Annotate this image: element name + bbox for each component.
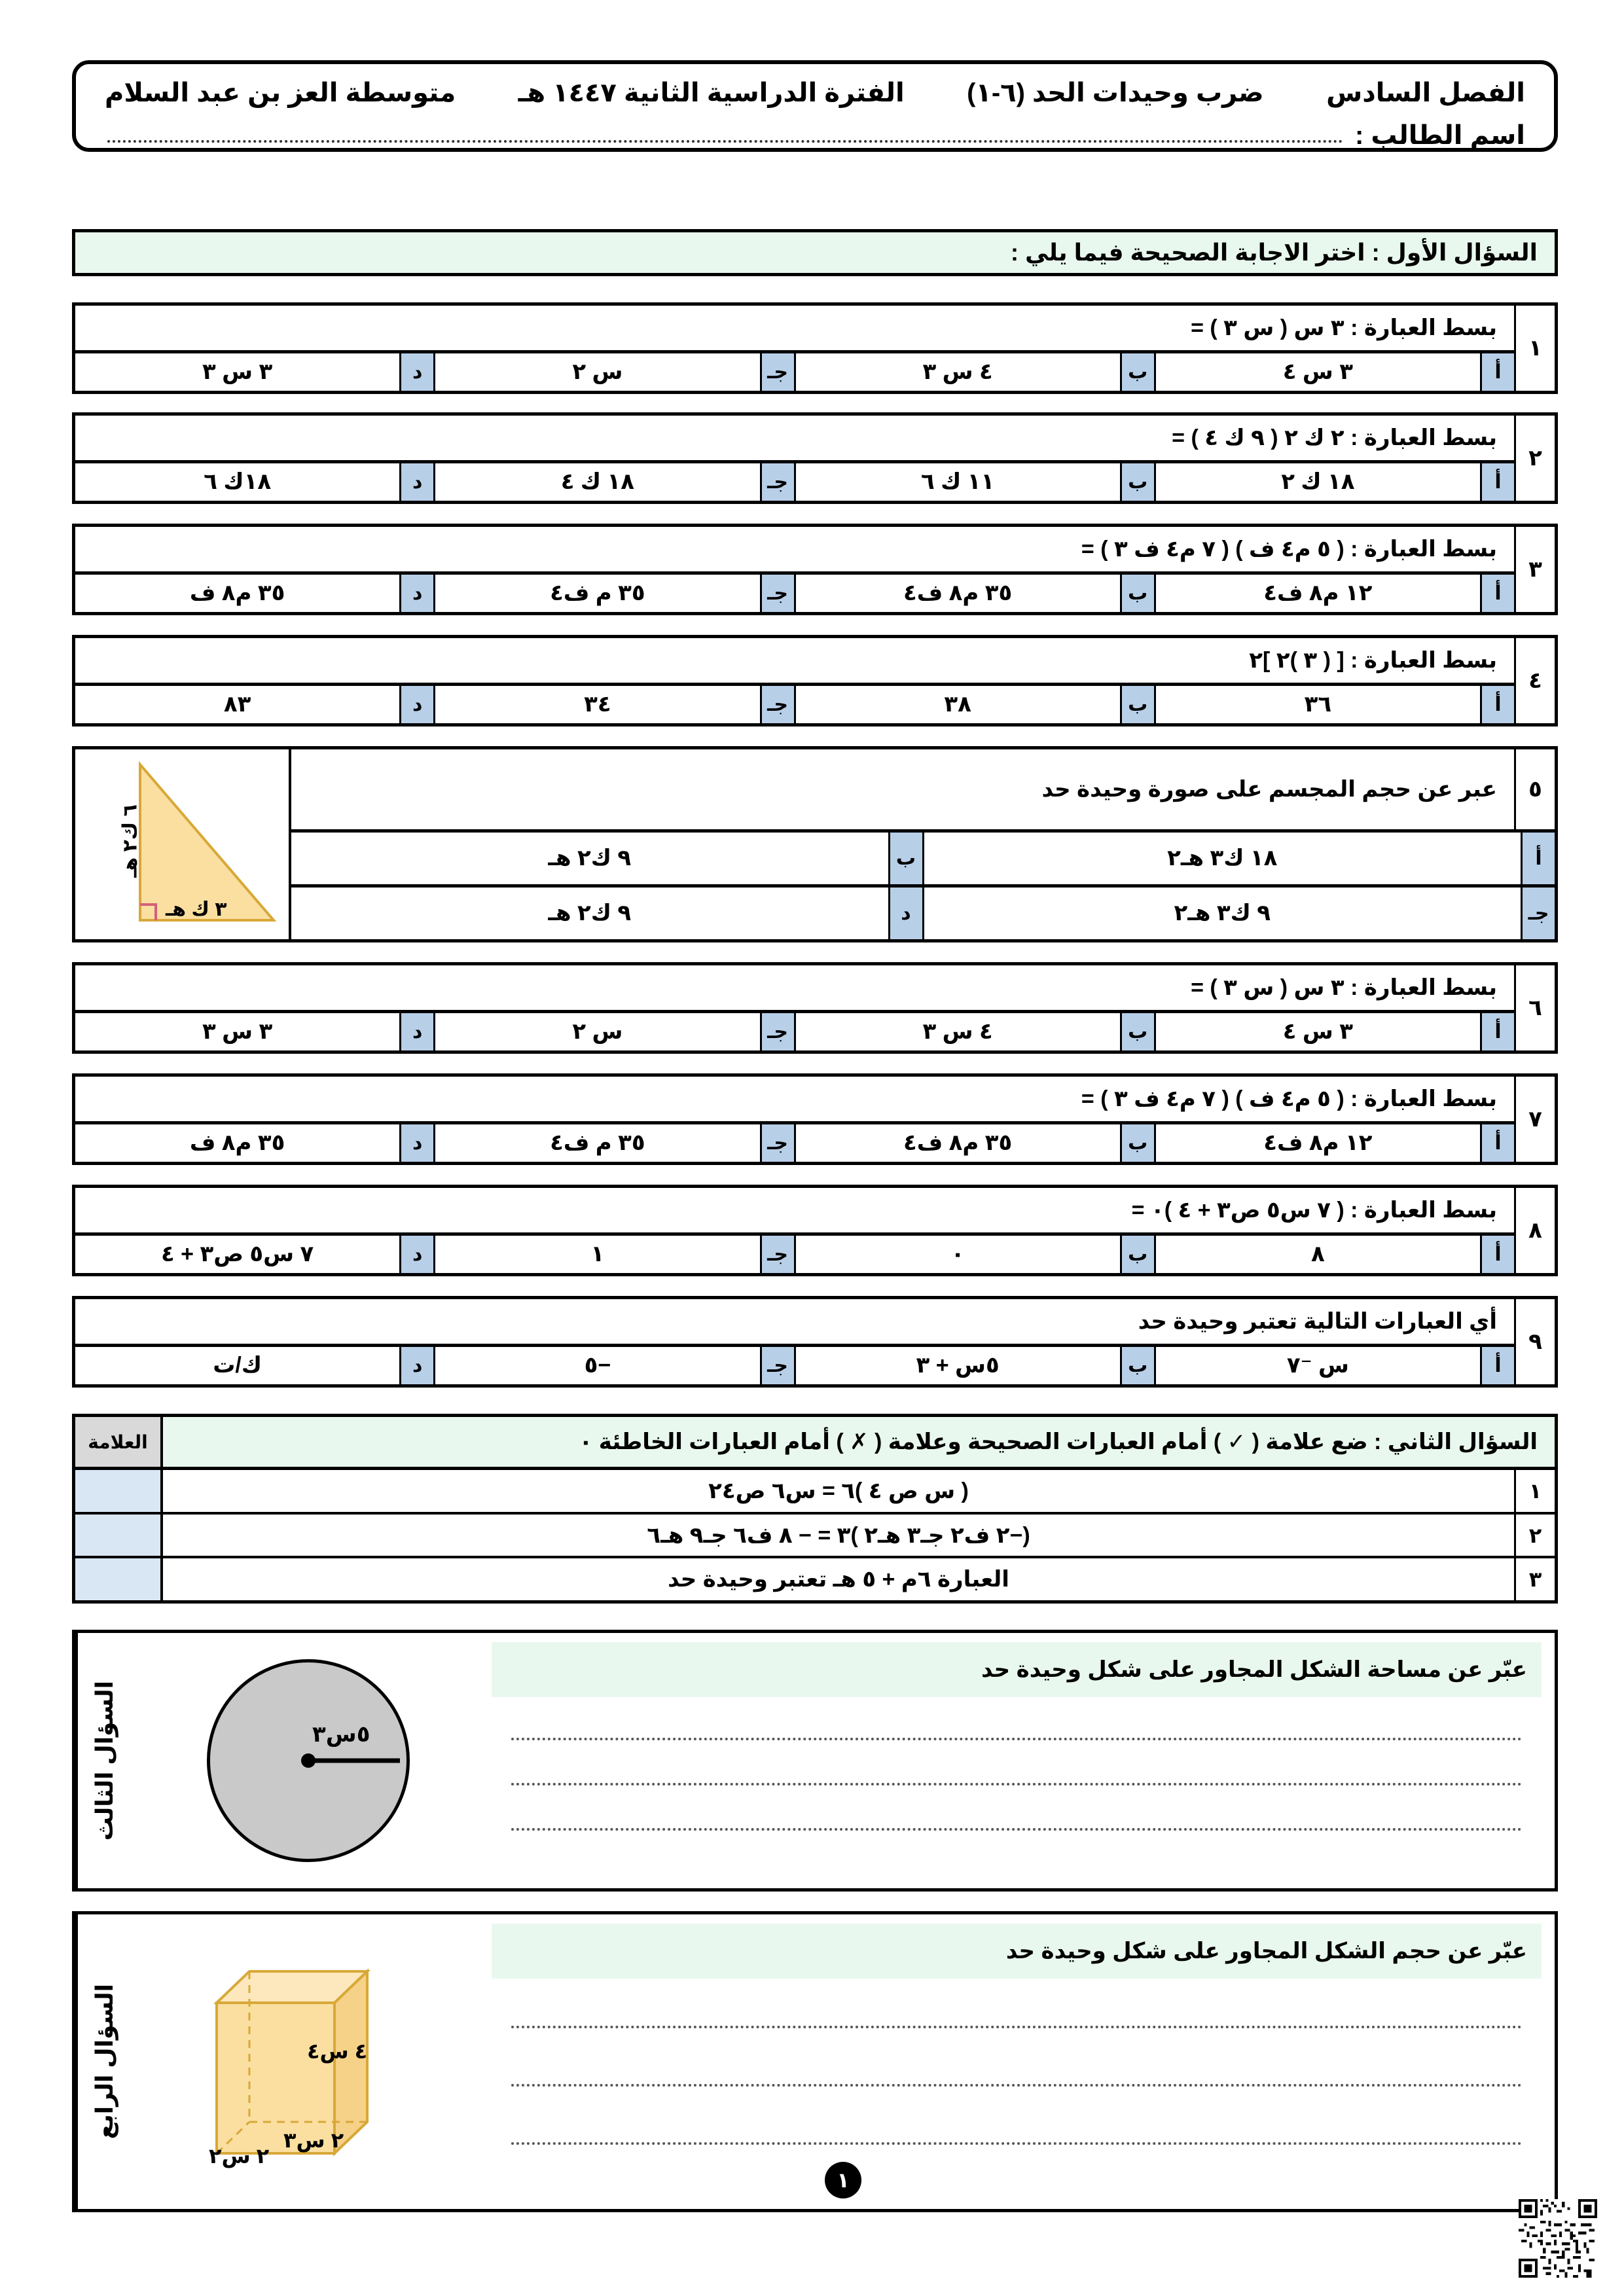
header-term: الفترة الدراسية الثانية ١٤٤٧ هـ	[518, 79, 905, 107]
center-dot	[301, 1753, 316, 1768]
option-key-c: جـ	[760, 686, 794, 723]
option-value-b[interactable]: ٩ ك٢ هـ	[548, 846, 632, 871]
option-key-c: جـ	[760, 353, 794, 391]
row-mark-cell[interactable]	[75, 1515, 160, 1556]
question-4	[72, 635, 1558, 726]
option-value-a[interactable]: ١٨ ك ٢	[1154, 463, 1480, 501]
question-7	[72, 1073, 1558, 1165]
section3-side-label	[75, 1633, 132, 1888]
prism-height-label: ٤ س٤	[307, 2039, 368, 2063]
circle-shape	[207, 1659, 410, 1862]
option-key-c: جـ	[760, 1013, 794, 1050]
question-number: ٧	[1514, 1077, 1555, 1162]
option-key-c: جـ	[760, 1236, 794, 1273]
answer-line[interactable]	[511, 2141, 1522, 2145]
section4-banner: عبّر عن حجم الشكل المجاور على شكل وحيدة حد	[492, 1924, 1542, 1979]
option-key-d: د	[399, 1013, 433, 1050]
question-3	[72, 524, 1558, 615]
radius-label: ٥س٣	[312, 1722, 370, 1747]
question-number: ٨	[1514, 1188, 1555, 1273]
qr-code-svg	[1519, 2199, 1597, 2278]
triangle-horizontal-label: ٣ ك هـ	[166, 899, 227, 920]
option-key-a: أ	[1480, 575, 1514, 612]
question-2	[72, 412, 1558, 504]
question-number: ١	[1514, 306, 1555, 391]
option-value-d[interactable]: ٩ ك٢ هـ	[548, 901, 632, 926]
option-value-b[interactable]: ٤ س ٣	[794, 1013, 1120, 1050]
question-5	[72, 746, 1558, 942]
option-value-b[interactable]: ٣٥ م٨ ف٤	[794, 1124, 1120, 1162]
option-key-c: جـ	[760, 1124, 794, 1162]
option-value-d[interactable]: ٣٥ م٨ ف	[189, 1130, 285, 1156]
section4-answer-area[interactable]	[492, 1979, 1542, 2196]
option-key-b: ب	[888, 833, 922, 884]
row-number: ٣	[1514, 1558, 1555, 1600]
option-key-c: جـ	[760, 463, 794, 501]
row-mark-cell[interactable]	[75, 1558, 160, 1600]
question-stem: بسط العبارة : ٢ ك ٢ ( ٩ ك ٤ ) =	[75, 416, 1514, 463]
option-value-c[interactable]: ٩ ك٣ هـ٢	[922, 888, 1521, 939]
mark-column-header: العلامة	[75, 1417, 160, 1467]
row-statement: العبارة ٦م + ٥ هـ تعتبر وحيدة حد	[160, 1558, 1514, 1600]
option-key-b: ب	[1120, 1236, 1154, 1273]
option-value-b[interactable]: ٥س + ٣	[794, 1347, 1120, 1384]
student-name-label: اسم الطالب :	[1354, 121, 1525, 150]
option-key-b: ب	[1120, 1013, 1154, 1050]
option-key-d: د	[399, 686, 433, 723]
option-key-d: د	[399, 1124, 433, 1162]
triangle-figure	[75, 749, 291, 939]
question-8	[72, 1185, 1558, 1276]
option-key-d: د	[399, 353, 433, 391]
page-number-badge: ١	[825, 2162, 861, 2198]
question-stem: عبر عن حجم المجسم على صورة وحيدة حد	[1041, 776, 1497, 802]
option-key-a: أ	[1521, 833, 1555, 884]
option-key-d: د	[399, 1236, 433, 1273]
answer-line[interactable]	[511, 1827, 1522, 1831]
row-statement: ( س ص ٤ )٦ = س٦ ص٢٤	[160, 1470, 1514, 1512]
option-key-d: د	[399, 463, 433, 501]
option-value-d[interactable]: ١٨ك ٦	[204, 469, 272, 495]
row-number: ١	[1514, 1470, 1555, 1512]
question-stem: أي العبارات التالية تعتبر وحيدة حد	[75, 1299, 1514, 1347]
option-key-b: ب	[1120, 463, 1154, 501]
option-value-d[interactable]: ٣٥ م٨ ف	[189, 581, 285, 606]
option-key-a: أ	[1480, 686, 1514, 723]
option-key-a: أ	[1480, 1347, 1514, 1384]
question-stem: بسط العبارة : ٣ س ( س ٣ ) =	[75, 965, 1514, 1013]
header-box	[72, 60, 1558, 152]
answer-line[interactable]	[511, 1736, 1522, 1740]
option-value-b[interactable]: ٣٥ م٨ ف٤	[794, 575, 1120, 612]
option-value-b[interactable]: ٣٨	[794, 686, 1120, 723]
answer-line[interactable]	[511, 2083, 1522, 2087]
header-topic: ضرب وحيدات الحد (٦-١)	[967, 79, 1264, 107]
question-number: ٣	[1514, 527, 1555, 612]
question-number: ٦	[1514, 965, 1555, 1050]
option-value-d[interactable]: ٨٣	[223, 692, 251, 717]
option-value-c[interactable]: س ٢	[433, 353, 759, 391]
option-key-c: جـ	[760, 575, 794, 612]
header-school: متوسطة العز بن عبد السلام	[105, 79, 456, 107]
question-1	[72, 302, 1558, 394]
option-key-b: ب	[1120, 575, 1154, 612]
option-value-b[interactable]: ١١ ك ٦	[794, 463, 1120, 501]
header-chapter: الفصل السادس	[1326, 79, 1525, 107]
table-row	[75, 1470, 1555, 1515]
answer-line[interactable]	[511, 2024, 1522, 2028]
table-row	[75, 1558, 1555, 1600]
option-value-b[interactable]: ٤ س ٣	[794, 353, 1120, 391]
qr-code-icon	[1519, 2199, 1597, 2278]
option-value-a[interactable]: ١٨ ك٣ هـ٢	[922, 833, 1521, 884]
section1-banner-text: السؤال الأول : اختر الاجابة الصحيحة فيما يلي :	[1010, 239, 1538, 266]
row-number: ٢	[1514, 1515, 1555, 1556]
option-value-c[interactable]: س ٢	[433, 1013, 759, 1050]
section1-banner	[72, 229, 1558, 276]
option-value-c[interactable]: ٣٥ م ف٤	[433, 1124, 759, 1162]
question-stem: بسط العبارة : ( ٧ س٥ ص٣ + ٤ )٠ =	[75, 1188, 1514, 1236]
section3-block	[72, 1630, 1558, 1892]
section4-side-label	[75, 1914, 132, 2209]
option-key-b: ب	[1120, 353, 1154, 391]
option-value-c[interactable]: ١	[433, 1236, 759, 1273]
option-key-a: أ	[1480, 463, 1514, 501]
prism-width-label: ٢ س٢	[209, 2144, 270, 2168]
option-value-a[interactable]: ٨	[1154, 1236, 1480, 1273]
option-key-d: د	[888, 888, 922, 939]
option-value-a[interactable]: ١٢ م٨ ف٤	[1154, 575, 1480, 612]
option-value-a[interactable]: ٣ س ٤	[1154, 353, 1480, 391]
prism-depth-label: ٢ س٣	[283, 2128, 344, 2152]
prism-figure	[132, 1914, 485, 2209]
option-key-b: ب	[1120, 1124, 1154, 1162]
option-key-d: د	[399, 1347, 433, 1384]
option-key-c: جـ	[760, 1347, 794, 1384]
student-name-input[interactable]	[107, 139, 1343, 143]
section2-block	[72, 1414, 1558, 1604]
option-value-c[interactable]: ٣٤	[433, 686, 759, 723]
radius-line	[308, 1759, 400, 1763]
question-number: ٩	[1514, 1299, 1555, 1384]
option-key-a: أ	[1480, 353, 1514, 391]
row-statement: (−٢ ف٢ جـ٣ هـ٢ )٣ = − ٨ ف٦ جـ٩ هـ٦	[160, 1515, 1514, 1556]
option-value-a[interactable]: ٣ س ٤	[1154, 1013, 1480, 1050]
question-9	[72, 1296, 1558, 1388]
section3-banner: عبّر عن مساحة الشكل المجاور على شكل وحيدة حد	[492, 1642, 1542, 1697]
section4-side-text: السؤال الرابع	[91, 1984, 118, 2140]
row-mark-cell[interactable]	[75, 1470, 160, 1512]
section3-side-text: السؤال الثالث	[91, 1680, 118, 1841]
option-key-b: ب	[1120, 1347, 1154, 1384]
option-key-d: د	[399, 575, 433, 612]
option-value-d[interactable]: ك/ت	[213, 1353, 262, 1378]
triangle-vertical-label: ٦ ك٢ هـ	[119, 804, 141, 878]
student-name-row	[76, 114, 1554, 151]
question-stem: بسط العبارة : [ ( ٣ )٢ ]٢	[75, 638, 1514, 686]
option-value-d[interactable]: ٣ س ٣	[202, 359, 273, 385]
answer-line[interactable]	[511, 1782, 1522, 1785]
option-value-b[interactable]: ٠	[794, 1236, 1120, 1273]
section3-answer-area[interactable]	[492, 1697, 1542, 1875]
question-number: ٤	[1514, 638, 1555, 723]
option-value-a[interactable]: س ⁻٧	[1154, 1347, 1480, 1384]
option-value-d[interactable]: ٣ س ٣	[202, 1019, 273, 1045]
option-key-a: أ	[1480, 1236, 1514, 1273]
question-stem: بسط العبارة : ٣ س ( س ٣ ) =	[75, 306, 1514, 353]
option-value-d[interactable]: ٧ س٥ ص٣ + ٤	[160, 1242, 314, 1267]
option-key-a: أ	[1480, 1124, 1514, 1162]
option-value-a[interactable]: ٣٦	[1154, 686, 1480, 723]
question-6	[72, 962, 1558, 1054]
option-value-c[interactable]: −٥	[433, 1347, 759, 1384]
question-number: ٢	[1514, 416, 1555, 501]
section4-block	[72, 1911, 1558, 2212]
header-info-row	[76, 64, 1554, 114]
option-key-a: أ	[1480, 1013, 1514, 1050]
option-key-b: ب	[1120, 686, 1154, 723]
circle-figure	[132, 1633, 485, 1888]
question-number: ٥	[1514, 749, 1555, 829]
table-row	[75, 1515, 1555, 1559]
section2-banner: السؤال الثاني : ضع علامة ( ✓ ) أمام العبارات الصحيحة وعلامة ( ✗ ) أمام العبارات الخاطئة ٠	[160, 1417, 1555, 1467]
option-value-a[interactable]: ١٢ م٨ ف٤	[1154, 1124, 1480, 1162]
option-value-c[interactable]: ٣٥ م ف٤	[433, 575, 759, 612]
option-key-c: جـ	[1521, 888, 1555, 939]
option-value-c[interactable]: ١٨ ك ٤	[433, 463, 759, 501]
question-stem: بسط العبارة : ( ٥ م٤ ف ) ( ٧ م٤ ف ٣ ) =	[75, 527, 1514, 575]
question-stem: بسط العبارة : ( ٥ م٤ ف ) ( ٧ م٤ ف ٣ ) =	[75, 1077, 1514, 1124]
